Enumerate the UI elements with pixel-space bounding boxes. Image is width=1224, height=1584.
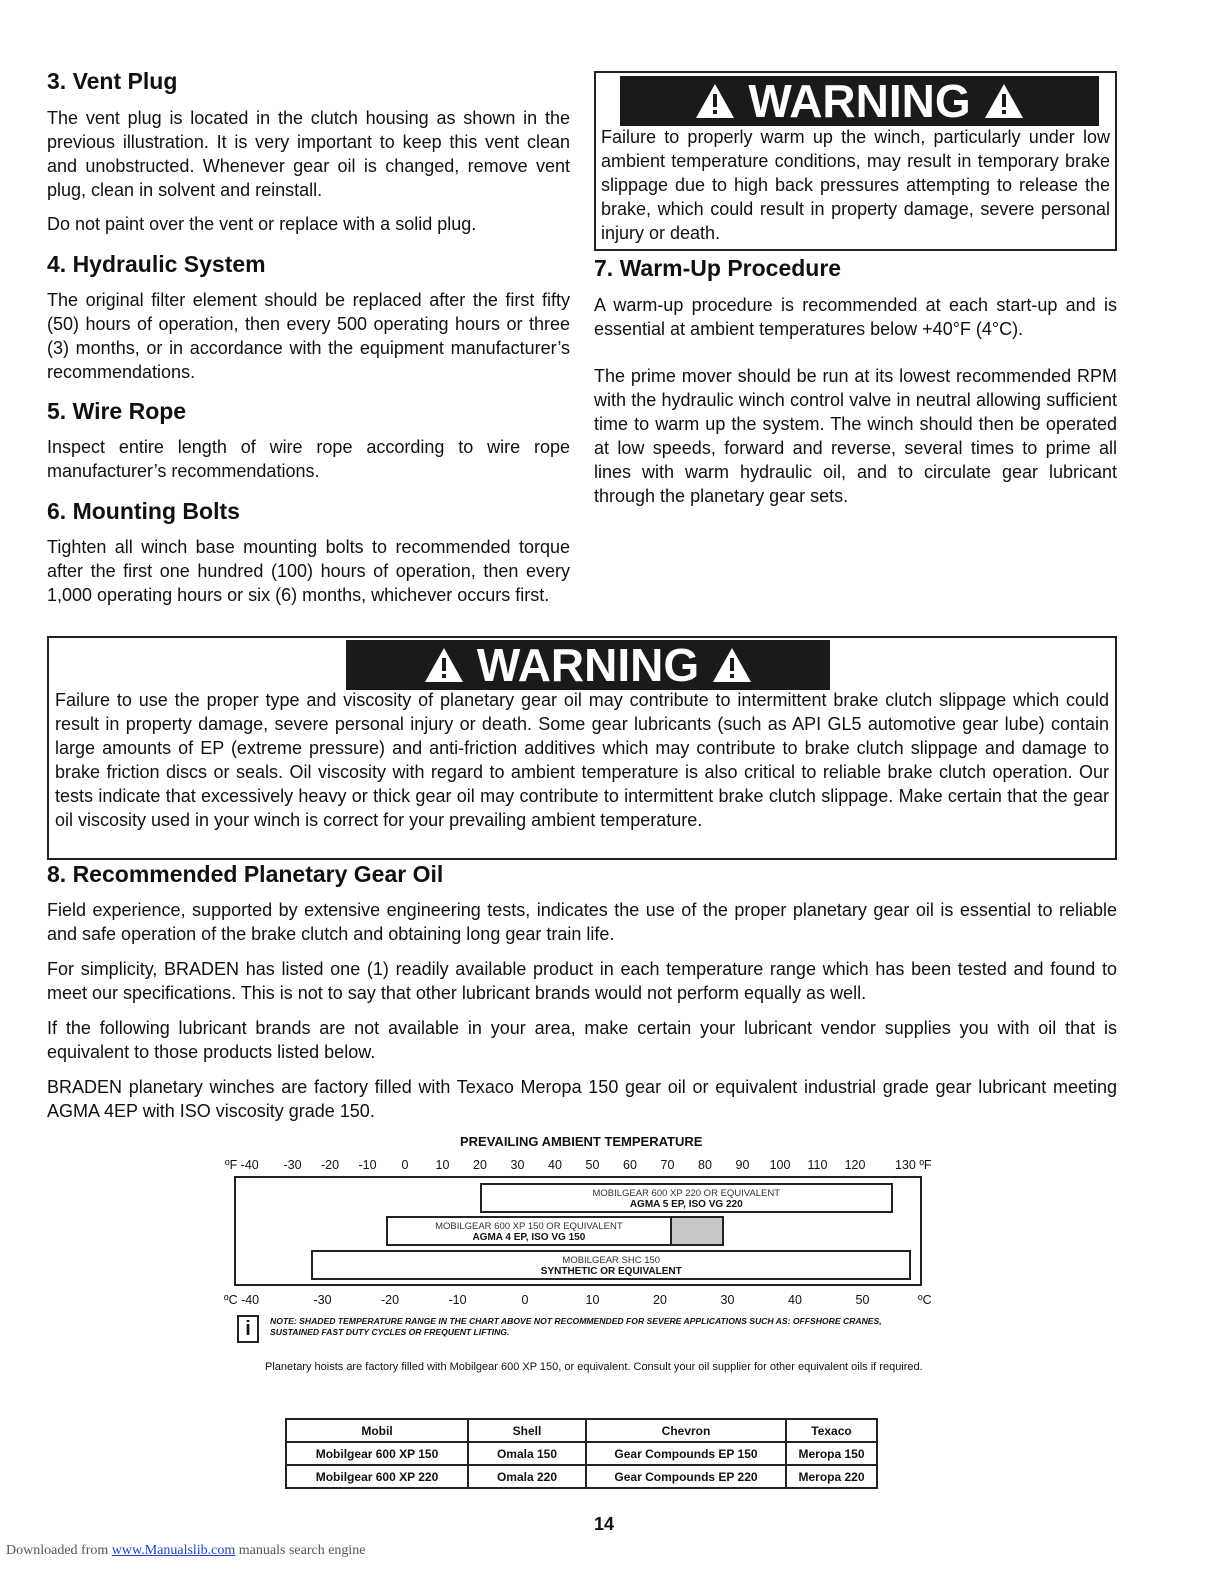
warning-banner	[620, 76, 1099, 126]
section-8-para-4: BRADEN planetary winches are factory filled with Texaco Meropa 150 gear oil or equivalent industrial grade gear lubricant meeting AGMA 4EP with ISO viscosity grade 150.	[47, 1077, 1117, 1121]
f-tick-label: -20	[320, 1158, 340, 1172]
section-8-para-1: Field experience, supported by extensive engineering tests, indicates the use of the proper planetary gear oil is essential to reliable and safe operation of the brake clutch and obtaining long gear train life.	[47, 900, 1117, 944]
table-cell: Omala 150	[468, 1442, 586, 1465]
c-tick-label: 10	[585, 1293, 600, 1307]
f-tick-label: 10	[435, 1158, 450, 1172]
oil-range-bar	[311, 1250, 911, 1280]
warning-triangle-icon	[694, 82, 736, 120]
bar-label-product: MOBILGEAR 600 XP 220 OR EQUIVALENT	[592, 1188, 781, 1199]
section-5-para-1: Inspect entire length of wire rope according to wire rope manufacturer’s recommendations.	[47, 437, 570, 481]
table-header-cell: Shell	[468, 1419, 586, 1442]
section-8-title: 8. Recommended Planetary Gear Oil	[47, 861, 444, 887]
section-6-para-1: Tighten all winch base mounting bolts to recommended torque after the first one hundred (100) hours of operation, then every 1,000 operating hours or six (6) months, whichever occurs first.	[47, 537, 570, 605]
c-tick-label: 20	[653, 1293, 667, 1307]
f-tick-label: 90	[735, 1158, 750, 1172]
footer-suffix: manuals search engine	[235, 1543, 366, 1558]
f-tick-label: -10	[358, 1158, 377, 1172]
c-tick-label: 0	[521, 1293, 529, 1307]
bar-label-grade: SYNTHETIC OR EQUIVALENT	[540, 1266, 682, 1277]
f-tick-label: 0	[401, 1158, 409, 1172]
table-cell: Gear Compounds EP 150	[586, 1442, 786, 1465]
c-tick-label: -10	[448, 1293, 467, 1307]
table-cell: Meropa 220	[786, 1465, 877, 1488]
footer-prefix: Downloaded from	[6, 1543, 112, 1558]
f-tick-label: -30	[283, 1158, 302, 1172]
manualslib-link[interactable]: www.Manualslib.com	[111, 1543, 236, 1558]
c-tick-label: 40	[788, 1293, 802, 1307]
table-cell: Omala 220	[468, 1465, 586, 1488]
section-4-para-1: The original filter element should be replaced after the first fifty (50) hours of operation, then every 500 operating hours or three (3) months, or in accordance with the equipment manufacturer’s recommendations.	[47, 290, 570, 382]
page-number: 14	[594, 1514, 615, 1534]
section-7-para-1: A warm-up procedure is recommended at each start-up and is essential at ambient temperatures below +40°F (4°C).	[594, 295, 1117, 339]
f-scale-left-label: ºF -40	[225, 1158, 259, 1172]
c-scale-left-label: ºC -40	[224, 1293, 260, 1307]
warning-box-gear-oil	[47, 636, 1117, 860]
note-text: SHADED TEMPERATURE RANGE IN THE CHART ABOVE NOT RECOMMENDED FOR SEVERE APPLICATIONS SUCH AS: OFFSHORE CRANES, SUSTAINED FAST DUTY CYCLES OR FREQUENT LIFTING.	[270, 1316, 882, 1337]
shaded-range	[670, 1218, 722, 1244]
c-tick-label: -20	[380, 1293, 400, 1307]
f-tick-label: 20	[473, 1158, 487, 1172]
fahrenheit-scale	[0, 1158, 1224, 1174]
oil-range-bar	[386, 1216, 724, 1246]
f-tick-label: 50	[585, 1158, 600, 1172]
factory-fill-note: Planetary hoists are factory filled with Mobilgear 600 XP 150, or equivalent. Consult your oil supplier for other equivalent oils if required.	[265, 1361, 923, 1373]
oil-equivalents-table	[285, 1418, 878, 1489]
warning-text: Failure to use the proper type and viscosity of planetary gear oil may contribute to intermittent brake clutch slippage which could result in property damage, severe personal injury or death. Some gear lubricants (such as API GL5 automotive gear lube) contain large amounts of EP (extreme pressure) and anti-friction additives which may contribute to brake clutch slippage and damage to brake friction discs or seals. Oil viscosity with regard to ambient temperature is also critical to reliable brake clutch operation. Our tests indicate that excessively heavy or thick gear oil may contribute to intermittent brake clutch slippage. Make certain that the gear oil viscosity used in your winch is correct for your prevailing ambient temperature.	[55, 690, 1109, 830]
warning-text: Failure to properly warm up the winch, particularly under low ambient temperature conditions, may result in temporary brake slippage due to high back pressures attempting to release the brake, which could result in property damage, severe personal injury or death.	[601, 127, 1110, 243]
c-scale-right-label: ºC	[918, 1293, 932, 1307]
bar-label-grade: AGMA 5 EP, ISO VG 220	[629, 1199, 743, 1210]
section-3-para-1: The vent plug is located in the clutch housing as shown in the previous illustration. It is very important to keep this vent clean and unobstructed. Whenever gear oil is changed, remove vent plug, clean in solvent and reinstall.	[47, 108, 570, 200]
info-icon: i	[237, 1315, 259, 1343]
f-tick-label: 60	[623, 1158, 637, 1172]
table-cell: Mobilgear 600 XP 220	[286, 1465, 468, 1488]
c-tick-label: 30	[720, 1293, 735, 1307]
bar-label-product: MOBILGEAR SHC 150	[562, 1255, 661, 1266]
chart-note	[270, 1316, 920, 1338]
section-4-title: 4. Hydraulic System	[47, 251, 266, 277]
celsius-scale	[0, 1293, 1224, 1309]
note-label: NOTE:	[270, 1316, 297, 1326]
bar-label-product: MOBILGEAR 600 XP 150 OR EQUIVALENT	[435, 1221, 623, 1232]
f-tick-label: 100	[769, 1158, 791, 1172]
f-tick-label: 40	[548, 1158, 562, 1172]
section-5-title: 5. Wire Rope	[47, 398, 187, 424]
section-3-para-2: Do not paint over the vent or replace with a solid plug.	[47, 214, 477, 234]
section-7-para-2: The prime mover should be run at its lowest recommended RPM with the hydraulic winch control valve in neutral allowing sufficient time to warm up the system. The winch should then be operated at low speeds, forward and reverse, several times to prime all lines with warm hydraulic oil, and to circulate gear lubricant through the planetary gear sets.	[594, 366, 1117, 506]
warning-label: WARNING	[476, 639, 700, 691]
f-tick-label: 120	[844, 1158, 866, 1172]
oil-range-bar	[480, 1183, 893, 1213]
table-cell: Meropa 150	[786, 1442, 877, 1465]
bar-label-grade: AGMA 4 EP, ISO VG 150	[472, 1232, 586, 1243]
section-6-title: 6. Mounting Bolts	[47, 498, 240, 524]
warning-triangle-icon	[423, 646, 465, 684]
warning-box-warmup	[594, 71, 1117, 251]
table-row	[286, 1465, 877, 1488]
warning-label: WARNING	[748, 75, 971, 127]
bar-label	[482, 1188, 891, 1210]
f-tick-label: 30	[510, 1158, 525, 1172]
table-header-cell: Chevron	[586, 1419, 786, 1442]
section-7-title: 7. Warm-Up Procedure	[594, 255, 842, 281]
table-header-cell: Texaco	[786, 1419, 877, 1442]
table-header-row	[286, 1419, 877, 1442]
f-tick-label: 110	[807, 1158, 828, 1172]
table-cell: Mobilgear 600 XP 150	[286, 1442, 468, 1465]
section-3-title: 3. Vent Plug	[47, 68, 178, 94]
warning-banner	[346, 640, 830, 690]
c-tick-label: -30	[313, 1293, 332, 1307]
c-tick-label: 50	[855, 1293, 870, 1307]
table-cell: Gear Compounds EP 220	[586, 1465, 786, 1488]
f-tick-label: 80	[698, 1158, 712, 1172]
table-header-cell: Mobil	[286, 1419, 468, 1442]
bar-label	[313, 1255, 909, 1277]
bar-label	[388, 1221, 669, 1243]
chart-title: PREVAILING AMBIENT TEMPERATURE	[460, 1134, 703, 1149]
f-tick-label: 70	[660, 1158, 675, 1172]
warning-triangle-icon	[983, 82, 1025, 120]
table-row	[286, 1442, 877, 1465]
footer	[6, 1543, 366, 1559]
section-8-para-2: For simplicity, BRADEN has listed one (1) readily available product in each temperature range which has been tested and found to meet our specifications. This is not to say that other lubricant brands would not perform equally as well.	[47, 959, 1117, 1003]
warning-triangle-icon	[711, 646, 753, 684]
f-scale-right-label: 130 ºF	[895, 1158, 932, 1172]
section-8-para-3: If the following lubricant brands are not available in your area, make certain your lubricant vendor supplies you with oil that is equivalent to those products listed below.	[47, 1018, 1117, 1062]
